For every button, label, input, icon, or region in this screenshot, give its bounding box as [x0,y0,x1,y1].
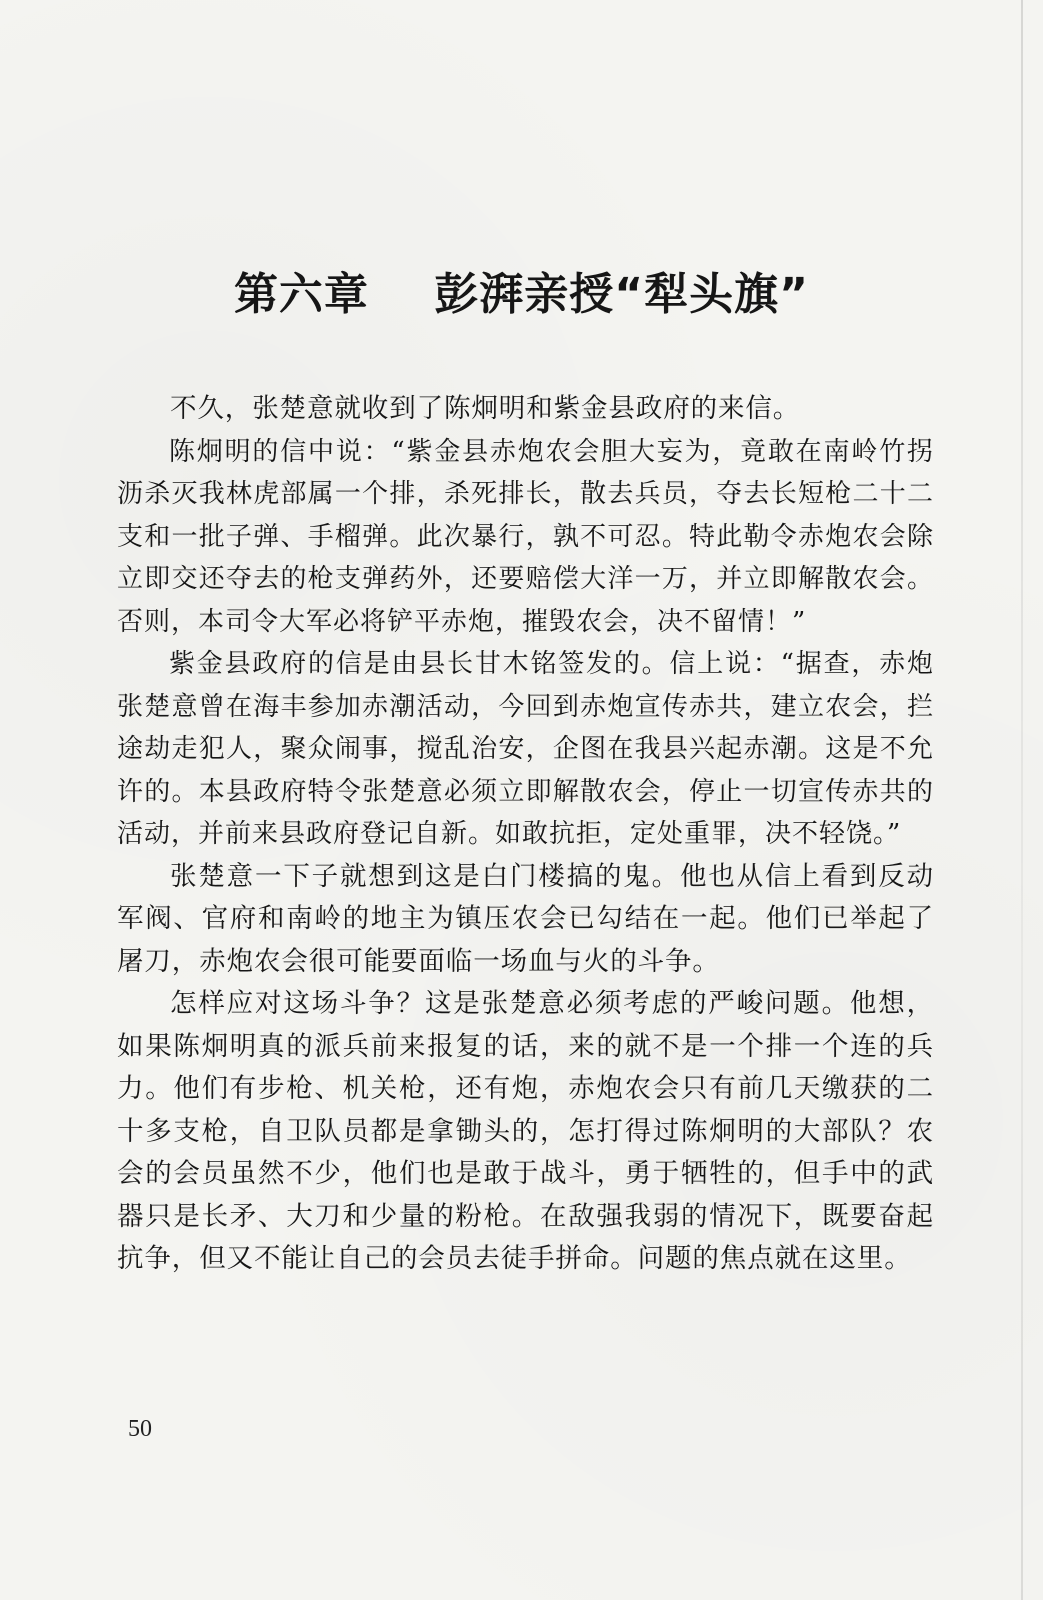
chapter-title: 第六章 彭湃亲授“犁头旗” [233,269,810,320]
body-text [117,388,934,1281]
paragraph-reaction: 张楚意一下子就想到这是白门楼搞的鬼。他也从信上看到反动军阀、官府和南岭的地主为镇压农会已勾结在一起。他们已举起了屠刀，赤炮农会很可能要面临一场血与火的斗争。 [117,860,934,977]
paragraph-county-letter: 紫金县政府的信是由县长甘木铭签发的。信上说：“据查，赤炮张楚意曾在海丰参加赤潮活动，今回到赤炮宣传赤共，建立农会，拦途劫走犯人，聚众闹事，搅乱治安，企图在我县兴起赤潮。这是不允许的。本县政府特令张楚意必须立即解散农会，停止一切宣传赤共的活动，并前来县政府登记自新。如敢抗拒，定处重罪，决不轻饶。” [117,649,934,849]
paragraph-strategy: 怎样应对这场斗争？这是张楚意必须考虑的严峻问题。他想，如果陈炯明真的派兵前来报复的话，来的就不是一个排一个连的兵力。他们有步枪、机关枪，还有炮，赤炮农会只有前几天缴获的二十多支枪，自卫队员都是拿锄头的，怎打得过陈炯明的大部队？农会的会员虽然不少，他们也是敢于战斗，勇于牺牲的，但手中的武器只是长矛、大刀和少量的粉枪。在敌强我弱的情况下，既要奋起抗争，但又不能让自己的会员去徒手拼命。问题的焦点就在这里。 [117,988,934,1274]
paragraph-chen-letter: 陈炯明的信中说：“紫金县赤炮农会胆大妄为，竟敢在南岭竹拐沥杀灭我林虎部属一个排，杀死排长，散去兵员，夺去长短枪二十二支和一批子弹、手榴弹。此次暴行，孰不可忍。特此勒令赤炮农会除立即交还夺去的枪支弹药外，还要赔偿大洋一万，并立即解散农会。否则，本司令大军必将铲平赤炮，摧毁农会，决不留情！” [117,436,934,637]
paragraph-intro: 不久，张楚意就收到了陈炯明和紫金县政府的来信。 [170,393,801,424]
page-number: 50 [128,1416,152,1442]
page-edge-shadow [1021,0,1023,1600]
